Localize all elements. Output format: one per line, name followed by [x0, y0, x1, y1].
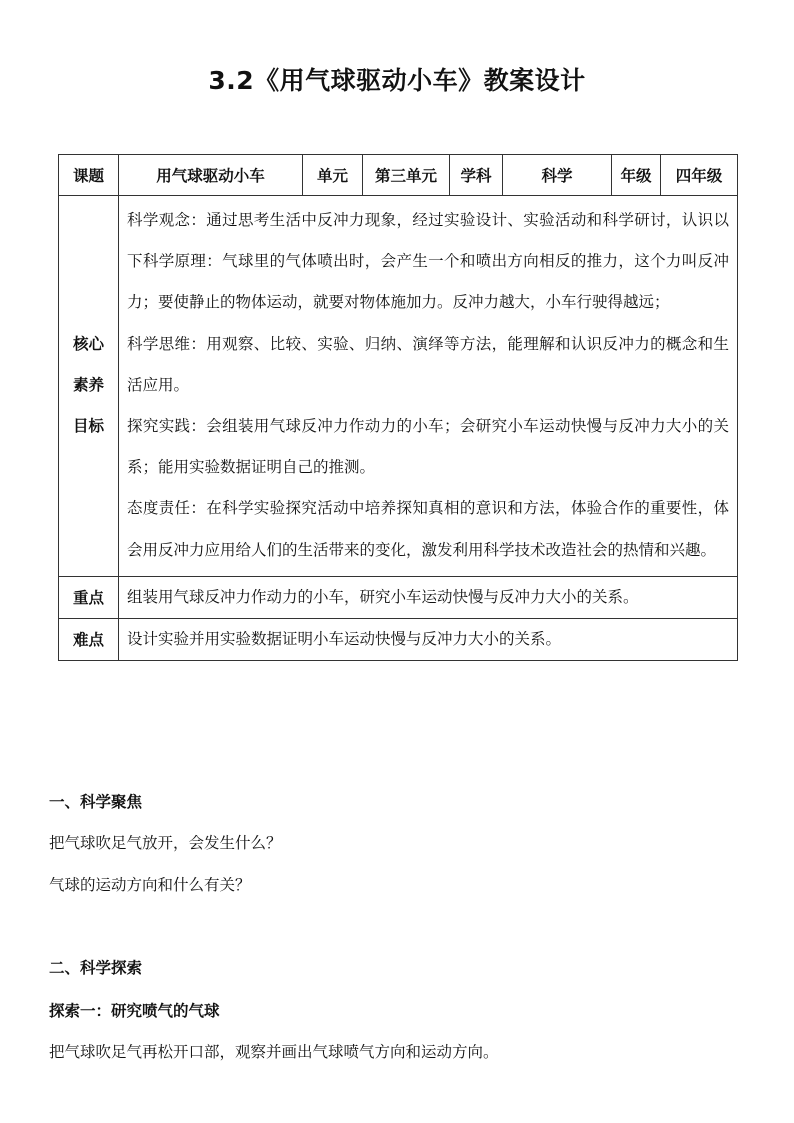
unit-label: 单元 [303, 155, 363, 196]
difficult-row [59, 618, 738, 660]
subject-value: 用气球驱动小车 [119, 155, 303, 196]
goals-label-line: 核心 [72, 335, 104, 354]
difficult-text: 设计实验并用实验数据证明小车运动快慢与反冲力大小的关系。 [119, 618, 738, 660]
goal-practice: 探究实践：会组装用气球反冲力作动力的小车；会研究小车运动快慢与反冲力大小的关系；能用实验数据证明自己的推测。 [127, 417, 729, 477]
section1-question: 把气球吹足气放开，会发生什么？ [49, 834, 282, 852]
unit-value: 第三单元 [363, 155, 450, 196]
goals-label [59, 196, 119, 577]
key-label: 重点 [59, 576, 119, 618]
goal-thinking: 科学思维：用观察、比较、实验、归纳、演绎等方法，能理解和认识反冲力的概念和生活应用。 [127, 334, 729, 394]
goals-row [59, 196, 738, 577]
goals-label-line: 素养 [72, 376, 104, 395]
section1-heading: 一、科学聚焦 [49, 793, 143, 811]
goal-attitude: 态度责任：在科学实验探究活动中培养探知真相的意识和方法，体验合作的重要性，体会用反冲力应用给人们的生活带来的变化，激发利用科学技术改造社会的热情和兴趣。 [127, 499, 729, 559]
goal-concept: 科学观念：通过思考生活中反冲力现象，经过实验设计、实验活动和科学研讨，认识以下科学原理：气球里的气体喷出时，会产生一个和喷出方向相反的推力，这个力叫反冲力；要使静止的物体运动，就要对物体施加力。反冲力越大，小车行驶得越远； [127, 211, 729, 312]
goals-label-line: 目标 [72, 417, 104, 436]
page-title: 3.2《用气球驱动小车》教案设计 [208, 66, 586, 95]
discipline-value: 科学 [503, 155, 612, 196]
section1-question: 气球的运动方向和什么有关？ [49, 876, 251, 894]
section2-text: 把气球吹足气再松开口部，观察并画出气球喷气方向和运动方向。 [49, 1043, 499, 1061]
difficult-label: 难点 [59, 618, 119, 660]
goals-content [119, 196, 738, 577]
grade-value: 四年级 [661, 155, 738, 196]
key-text: 组装用气球反冲力作动力的小车，研究小车运动快慢与反冲力大小的关系。 [119, 576, 738, 618]
section2-subheading: 探索一：研究喷气的气球 [49, 1002, 220, 1020]
header-row [59, 155, 738, 196]
section2-heading: 二、科学探索 [49, 959, 143, 977]
key-row [59, 576, 738, 618]
lesson-plan-table [58, 154, 738, 661]
discipline-label: 学科 [450, 155, 503, 196]
subject-label: 课题 [59, 155, 119, 196]
grade-label: 年级 [612, 155, 661, 196]
